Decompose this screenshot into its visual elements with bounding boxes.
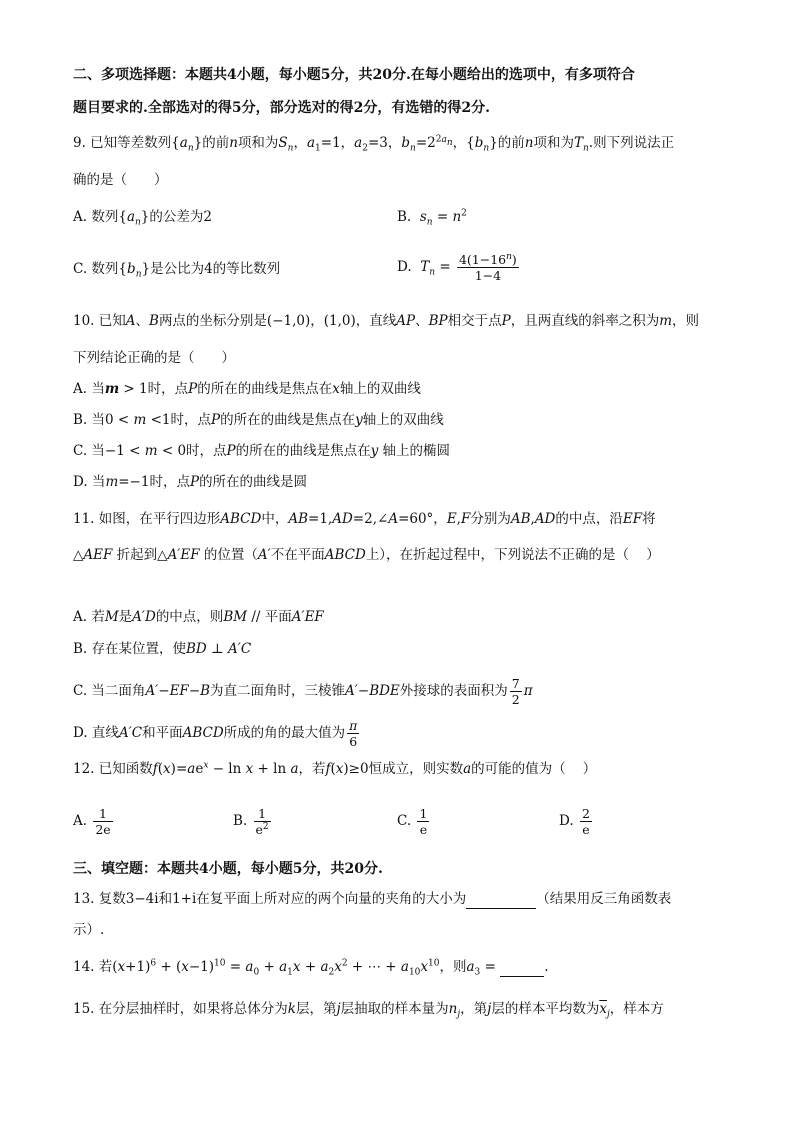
q10-option-d: D. 当m=−1时，点P的所在的曲线是圆 <box>73 474 308 490</box>
section-2-header-line1: 二、多项选择题：本题共4小题，每小题5分，共20分.在每小题给出的选项中，有多项符合 <box>73 67 635 83</box>
section-2-header-line2: 题目要求的.全部选对的得5分，部分选对的得2分，有选错的得2分. <box>73 100 490 116</box>
q13-stem-line2: 示）. <box>73 922 105 938</box>
q13-stem-line1: 13. 复数3−4i和1+i在复平面上所对应的两个向量的夹角的大小为 （结果用反三角函数表 <box>73 891 672 907</box>
section-3-header: 三、填空题：本题共4小题，每小题5分，共20分. <box>73 861 383 877</box>
q10-option-b: B. 当0 < m <1时，点P的所在的曲线是焦点在y轴上的双曲线 <box>73 412 444 428</box>
q14-stem: 14. 若$(x+1)^6 + (x-1)^{10} = a_0 + a_1x + a_2x^2$ + ⋯ + $a_{10}x^{10}$，则$a_3$ = . <box>73 958 549 978</box>
q9-stem-line2: 确的是（ ） <box>73 172 168 188</box>
q12-option-a: A. $\frac{1}{2e}$ <box>73 806 111 837</box>
q10-option-a: A. 当m > 1时，点P的所在的曲线是焦点在x轴上的双曲线 <box>73 381 421 397</box>
q10-stem-line2: 下列结论正确的是（ ） <box>73 350 235 366</box>
q9-option-c: C. 数列$\{b_n\}$是公比为4的等比数列 <box>73 261 281 280</box>
q9-d-fraction: $\frac{4(1-16^n)}{1-4}$ <box>458 251 517 283</box>
q10-stem-line1: 10. 已知A、B两点的坐标分别是(−1,0)，(1,0)，直线AP、BP相交于点P，且两直线的斜率之积为m，则 <box>73 313 700 329</box>
q12-stem: 12. 已知函数$f(x)=ae^x - \ln x + \ln a$，若f(x)≥0恒成立，则实数a的可能的值为（ ） <box>73 760 597 777</box>
q11-option-c: C. 当二面角A′−EF−B为直二面角时，三棱锥A′−BDE外接球的表面积为 $\frac{7}{2}$ π <box>73 676 533 707</box>
q9-option-b: B. $s_n = n^2$ <box>397 208 467 228</box>
q11-option-d: D. 直线A′C和平面ABCD所成的角的最大值为 $\frac{\pi}{6}$ <box>73 718 358 749</box>
q11-option-b: B. 存在某位置，使BD ⊥ A′C <box>73 641 252 657</box>
q10-option-c: C. 当−1 < m < 0时，点P的所在的曲线是焦点在y 轴上的椭圆 <box>73 443 451 459</box>
q11-d-fraction: $\frac{\pi}{6}$ <box>349 718 358 749</box>
q11-stem-line2: △AEF 折起到△A′EF 的位置（A′不在平面ABCD上），在折起过程中，下列说法不正确的是（ ） <box>73 547 660 563</box>
q12-option-c: C. $\frac{1}{e}$ <box>397 806 428 837</box>
q9-option-d: D. $T_n$ = $\frac{4(1-16^n)}{1-4}$ <box>397 251 517 283</box>
q12-option-b: B. $\frac{1}{e^2}$ <box>233 806 269 837</box>
q12-option-d: D. $\frac{2}{e}$ <box>559 806 590 837</box>
q11-option-a: A. 若M是A′D的中点，则BM // 平面A′EF <box>73 609 324 625</box>
q11-c-fraction: $\frac{7}{2}$ <box>511 676 520 707</box>
q15-stem: 15. 在分层抽样时，如果将总体分为k层，第j层抽取的样本量为$n_j$，第j层的样本平均数为$\overline{x}_j$，样本方 <box>73 1001 664 1020</box>
q9-option-a: A. 数列$\{a_n\}$的公差为2 <box>73 209 212 228</box>
q11-stem-line1: 11. 如图，在平行四边形ABCD中，AB=1,AD=2,∠A=60°，E,F分别为AB,AD的中点，沿EF将 <box>73 511 656 527</box>
q9-stem-line1: 9. 已知等差数列$\{a_n\}$的前n项和为$S_n$，$a_1=1$，$a_2=3$，$b_n=2^{2a_n}$，$\{b_n\}$的前n项和为$T_n$.则下列说法正 <box>73 134 675 154</box>
